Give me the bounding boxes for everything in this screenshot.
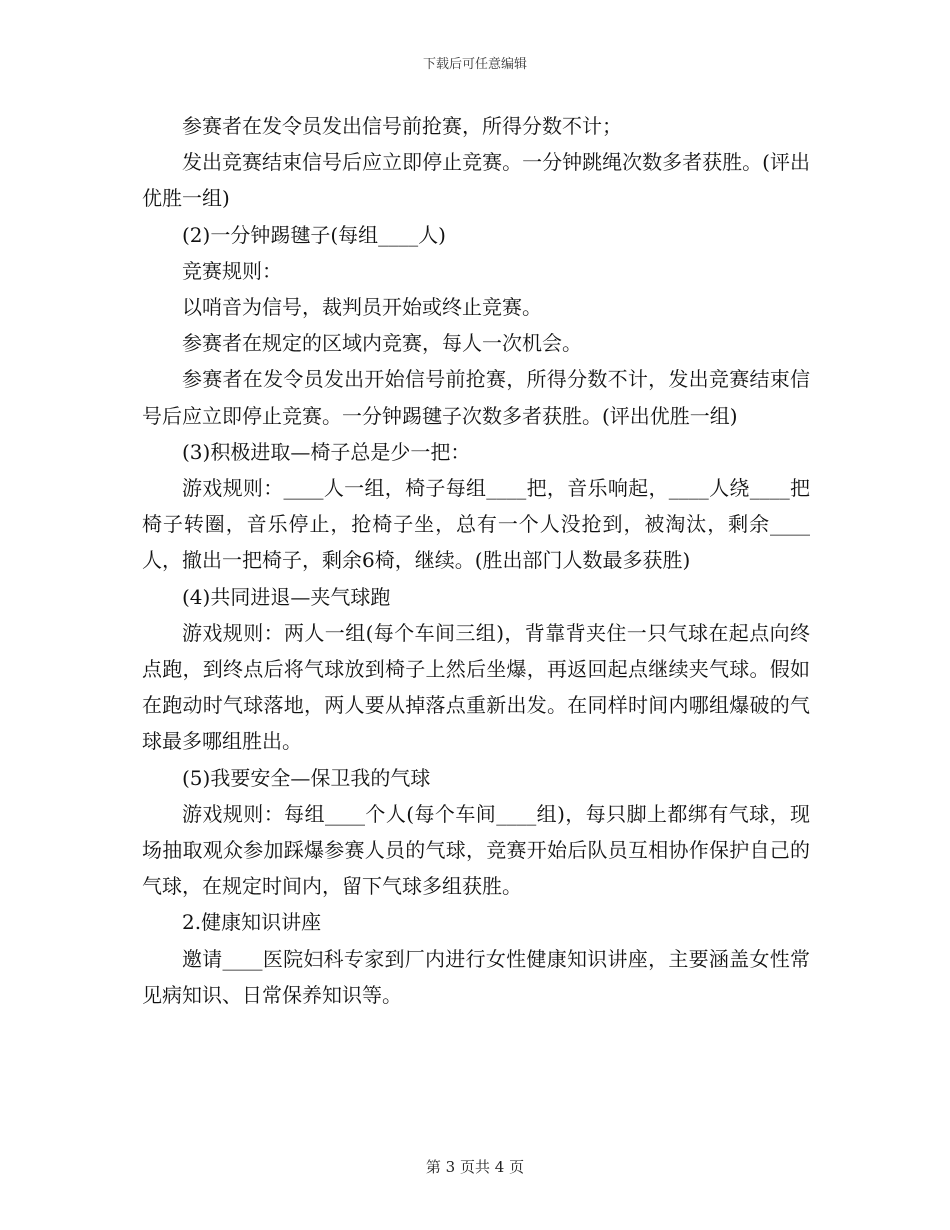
paragraph: 参赛者在规定的区域内竞赛，每人一次机会。 bbox=[182, 331, 582, 356]
document-body bbox=[142, 108, 810, 1013]
paragraph: 邀请____医院妇科专家到厂内进行女性健康知识讲座，主要涵盖女性常见病知识、日常保养知识等。 bbox=[142, 946, 810, 1007]
section-heading: (5)我要安全—保卫我的气球 bbox=[182, 765, 431, 790]
paragraph: 以哨音为信号，裁判员开始或终止竞赛。 bbox=[182, 295, 542, 320]
section-heading: 2.健康知识讲座 bbox=[182, 910, 322, 935]
paragraph: 参赛者在发令员发出开始信号前抢赛，所得分数不计，发出竞赛结束信号后应立即停止竞赛。一分钟踢毽子次数多者获胜。(评出优胜一组) bbox=[142, 367, 810, 428]
page-number: 第 3 页共 4 页 bbox=[425, 1158, 525, 1176]
section-heading: (2)一分钟踢毽子(每组____人) bbox=[182, 222, 446, 247]
paragraph: 竞赛规则： bbox=[182, 258, 282, 283]
section-heading: (3)积极进取—椅子总是少一把： bbox=[182, 439, 471, 464]
paragraph: 游戏规则：两人一组(每个车间三组)，背靠背夹住一只气球在起点向终点跑，到终点后将气球放到椅子上然后坐爆，再返回起点继续夹气球。假如在跑动时气球落地，两人要从掉落点重新出发。在同样时间内哪组爆破的气球最多哪组胜出。 bbox=[142, 620, 810, 754]
paragraph: 游戏规则：____人一组，椅子每组____把，音乐响起，____人绕____把椅子转圈，音乐停止，抢椅子坐，总有一个人没抢到，被淘汰，剩余____人，撤出一把椅子，剩余6椅，继续。(胜出部门人数最多获胜) bbox=[142, 476, 810, 573]
page-header: 下载后可任意编辑 bbox=[422, 57, 527, 72]
paragraph: 游戏规则：每组____个人(每个车间____组)，每只脚上都绑有气球，现场抽取观众参加踩爆参赛人员的气球，竞赛开始后队员互相协作保护自己的气球，在规定时间内，留下气球多组获胜。 bbox=[142, 801, 810, 899]
paragraph: 参赛者在发令员发出信号前抢赛，所得分数不计； bbox=[182, 114, 622, 138]
section-heading: (4)共同进退—夹气球跑 bbox=[182, 584, 391, 609]
paragraph: 发出竞赛结束信号后应立即停止竞赛。一分钟跳绳次数多者获胜。(评出优胜一组) bbox=[142, 150, 810, 211]
